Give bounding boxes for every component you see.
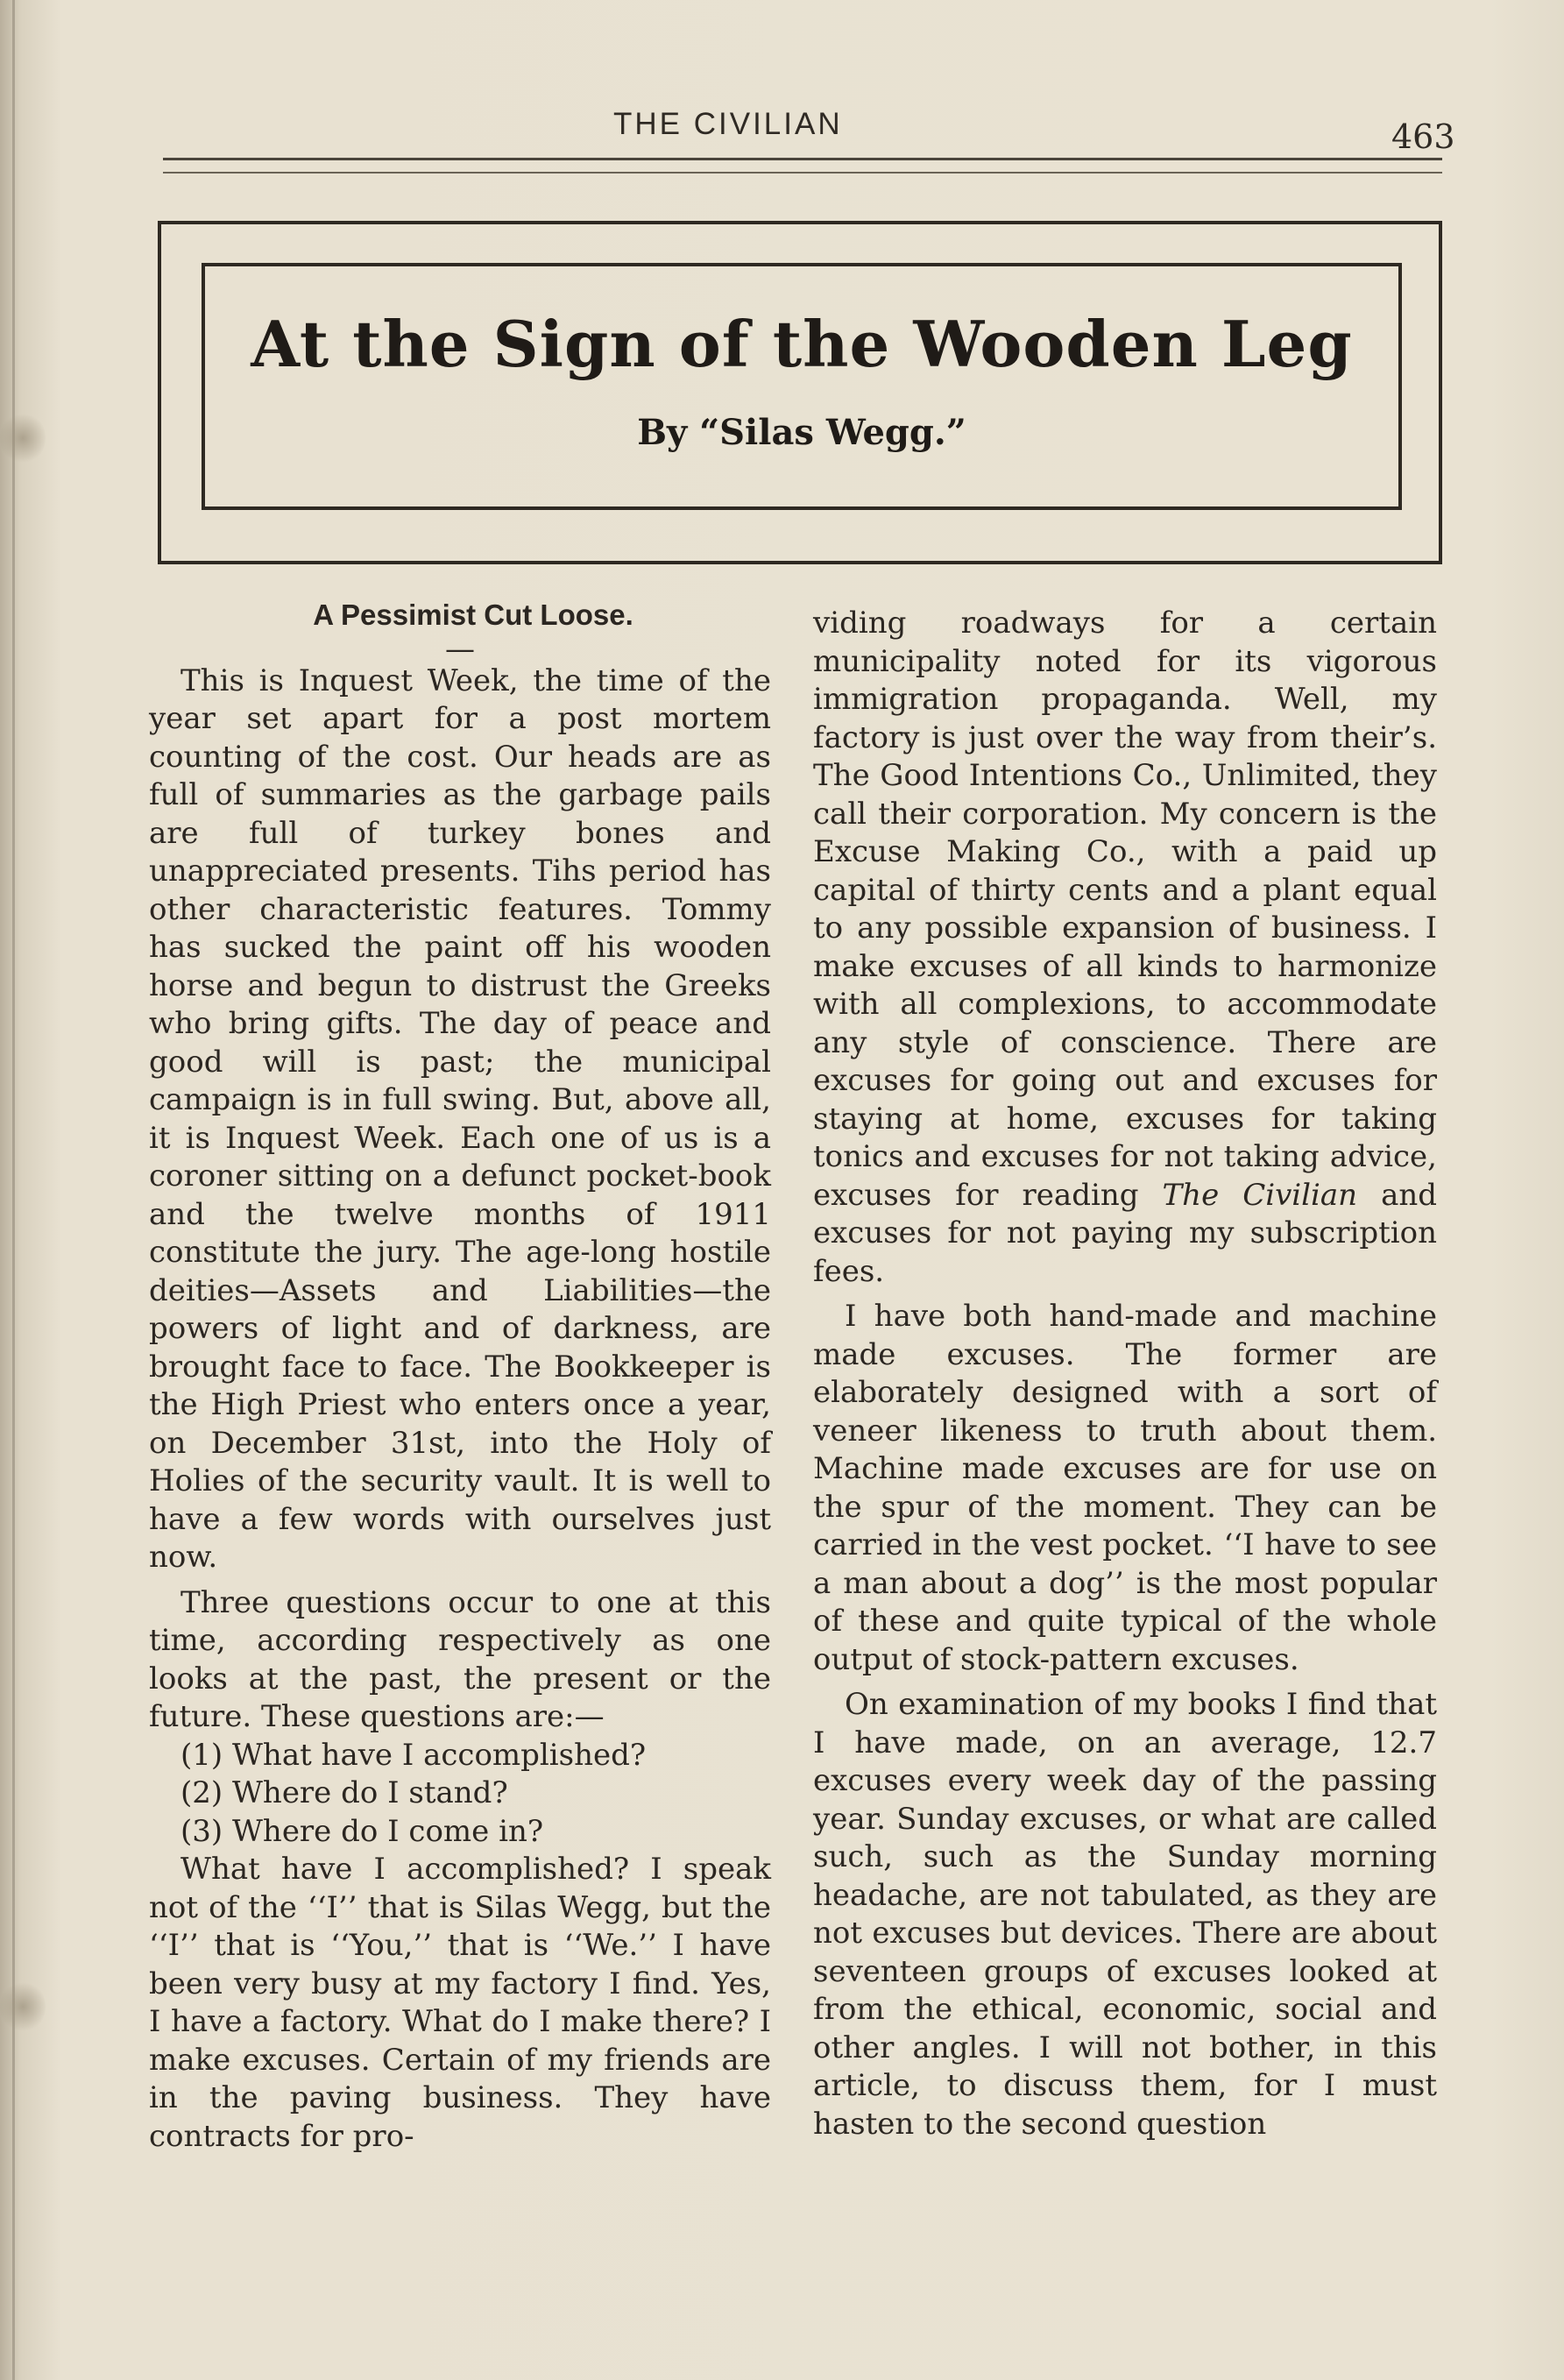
article-byline: By “Silas Wegg.” (637, 412, 966, 453)
title-frame-inner (202, 263, 1402, 510)
list-item: (2) Where do I stand? (180, 1775, 508, 1810)
list-item: (3) Where do I come in? (180, 1813, 544, 1849)
list-item: (1) What have I accomplished? (180, 1737, 647, 1773)
page-stain (0, 1980, 46, 2033)
right-column (813, 605, 1437, 2143)
left-column (149, 596, 771, 2156)
page-stain (0, 412, 46, 464)
paragraph: This is Inquest Week, the time of the year set apart for a post mortem counting of the cost. Our heads are as full of summaries as the garbage pails are full of turkey bones and unappreciated presents. Tihs period has other characteristic features. Tommy has sucked the paint off his wooden horse and begun to distrust the Greeks who bring gifts. The day of peace and good will is past; the municipal campaign is in full swing. But, above all, it is Inquest Week. Each one of us is a coroner sitting on a defunct pocket-book and the twelve months of 1911 constitute the jury. The age-long hostile deities—Assets and Liabilities—the powers of light and of darkness, are brought face to face. The Bookkeeper is the High Priest who enters once a year, on December 31st, into the Holy of Holies of the security vault. It is well to have a few words with ourselves just now. (149, 662, 771, 1575)
paragraph: Three questions occur to one at this time, according respectively as one looks at the past, the present or the future. These questions are:— (149, 1584, 771, 1734)
page-number: 463 (1391, 117, 1455, 156)
section-heading: A Pessimist Cut Loose. (313, 599, 633, 631)
header-rule (163, 172, 1442, 174)
running-head: THE CIVILIAN (613, 107, 843, 141)
publication-name: The Civilian (1162, 1177, 1358, 1213)
paragraph-text: viding roadways for a certain municipality noted for its vigorous immigration propaganda. Well, my factory is just over the way from their’s. The Good Intentions Co., Unlimited, they call their corporation. My concern is the Excuse Making Co., with a paid up capital of thirty cents and a plant equal to any possible expansion of business. I make excuses of all kinds to harmonize with all complexions, to accommodate any style of conscience. There are excuses for going out and excuses for staying at home, excuses for taking tonics and excuses for not taking advice, excuses for reading (813, 606, 1437, 1213)
article-title: At the Sign of the Wooden Leg (251, 307, 1353, 381)
section-divider-dash: — (445, 631, 475, 667)
paragraph: I have both hand-made and machine made excuses. The former are elaborately designed with a sort of veneer likeness to truth about them. Machine made excuses are for use on the spur of the moment. They can be carried in the vest pocket. ‘‘I have to see a man about a dog’’ is the most popular of these and quite typical of the whole output of stock-pattern excuses. (813, 1299, 1437, 1677)
paragraph: What have I accomplished? I speak not of the ‘‘I’’ that is Silas Wegg, but the ‘‘I’’ that is ‘‘You,’’ that is ‘‘We.’’ I have been very busy at my factory I find. Yes, I have a factory. What do I make there? I make excuses. Certain of my friends are in the paving business. They have contracts for pro- (149, 1852, 771, 2154)
paragraph-text: and excuses for not paying my subscription fees. (813, 1177, 1438, 1289)
header-rule (163, 158, 1442, 160)
paragraph-continuation (813, 605, 1437, 1291)
question-list (149, 1737, 771, 1852)
paragraph: On examination of my books I find that I have made, on an average, 12.7 excuses every week day of the passing year. Sunday excuses, or what are called such, such as the Sunday morning headache, are not tabulated, as they are not excuses but devices. There are about seventeen groups of excuses looked at from the ethical, economic, social and other angles. I will not bother, in this article, to discuss them, for I must hasten to the second question (813, 1687, 1437, 2142)
